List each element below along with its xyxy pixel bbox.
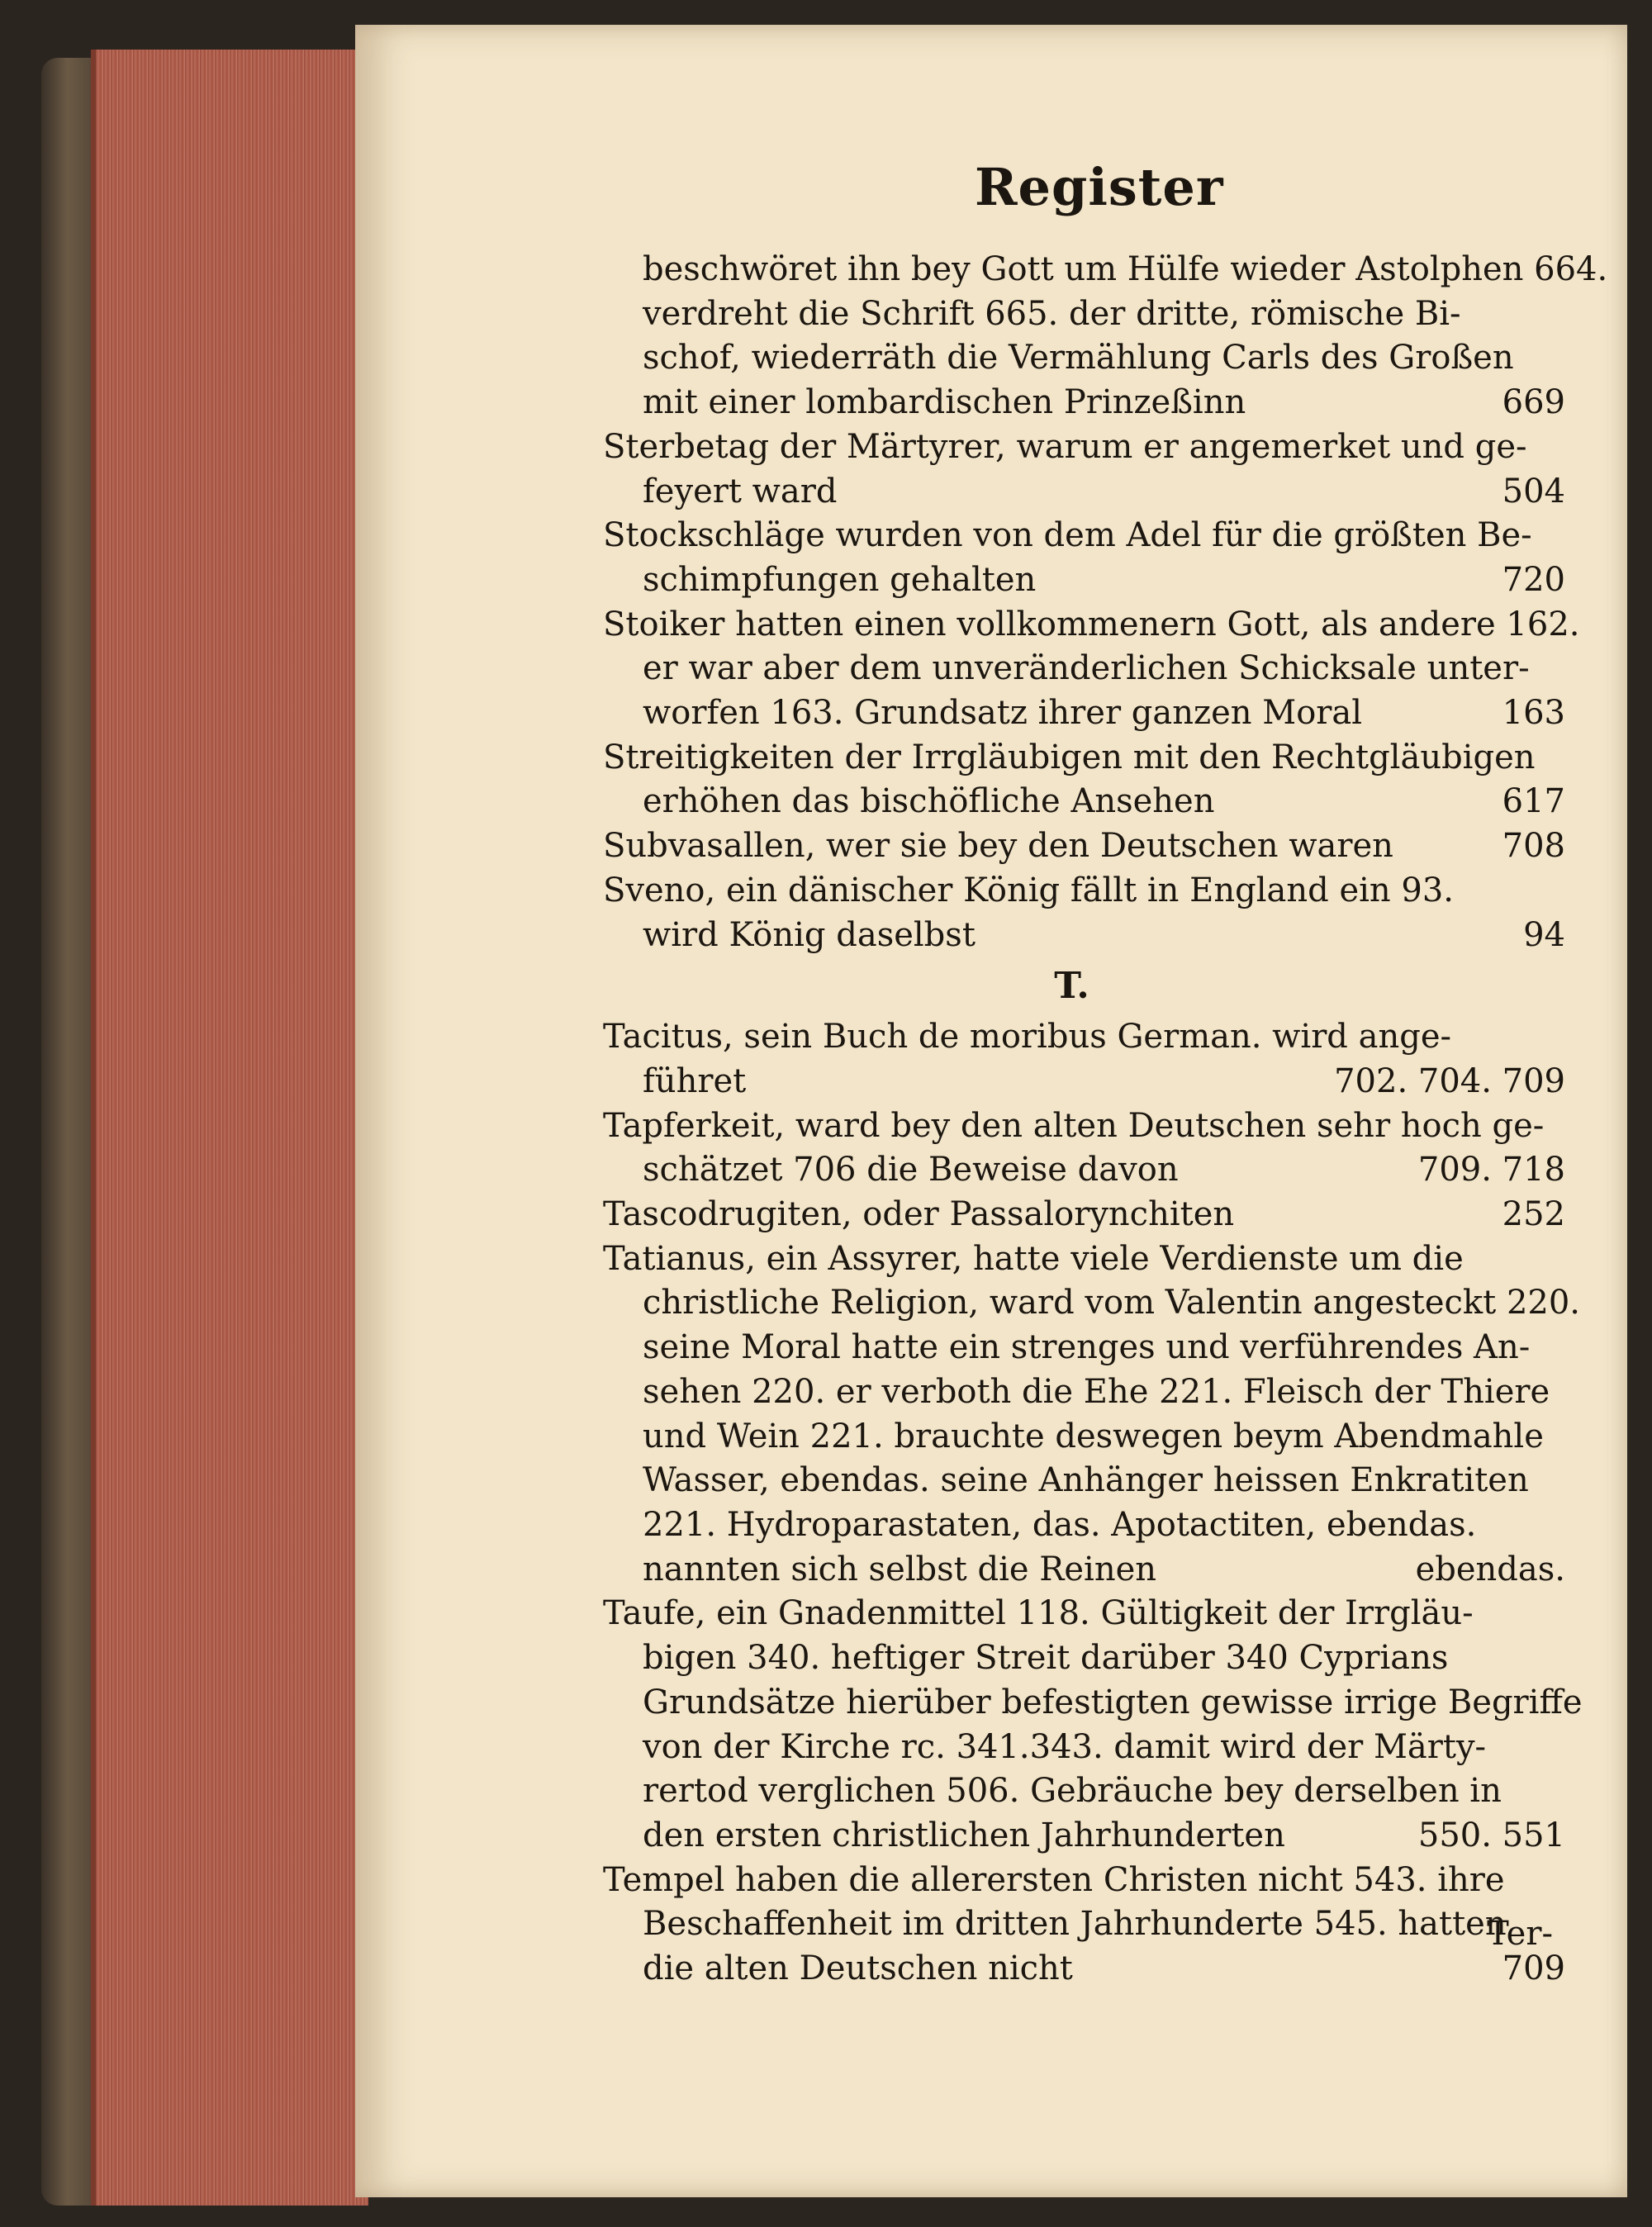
index-entry	[603, 869, 1565, 957]
entry-text: Tacitus, sein Buch de moribus German. wird ange-	[603, 1018, 1452, 1057]
entry-text: den ersten christlichen Jahrhunderten	[643, 1816, 1285, 1854]
entry-line	[603, 336, 1565, 381]
entry-text: verdreht die Schrift 665. der dritte, römische Bi-	[643, 294, 1461, 333]
page-ref: 617	[1502, 782, 1565, 821]
entry-line	[603, 1060, 1565, 1104]
page-ref: 669	[1502, 383, 1565, 422]
entry-text: bigen 340. heftiger Streit darüber 340 Cyprians	[643, 1639, 1449, 1678]
entry-text: rertod verglichen 506. Gebräuche bey derselben in	[643, 1772, 1502, 1811]
index-entry	[603, 425, 1565, 514]
entry-line	[603, 603, 1580, 648]
entry-line	[603, 914, 1565, 958]
entry-text: Tascodrugiten, oder Passalorynchiten	[603, 1195, 1235, 1234]
running-header: Register	[975, 157, 1224, 217]
entry-text: feyert ward	[643, 472, 838, 510]
entry-text: Beschaffenheit im dritten Jahrhunderte 545. hatten	[643, 1905, 1507, 1944]
entry-text: 221. Hydroparastaten, das. Apotactiten, ebendas.	[643, 1505, 1477, 1544]
entry-line	[603, 1326, 1565, 1370]
page-ref: 709. 718	[1417, 1151, 1565, 1189]
entry-line	[603, 691, 1565, 736]
entry-line	[603, 248, 1608, 292]
entries-s	[603, 248, 1608, 957]
entry-line	[603, 1193, 1565, 1237]
entry-line	[603, 1503, 1565, 1548]
page-ref: 709	[1502, 1949, 1565, 1988]
entry-line	[603, 647, 1565, 691]
entry-line	[603, 1592, 1565, 1636]
entry-line	[603, 1814, 1565, 1859]
entry-text: er war aber dem unveränderlichen Schicksale unter-	[643, 649, 1530, 688]
entry-text: schimpfungen gehalten	[643, 560, 1037, 599]
entry-line	[603, 1459, 1565, 1503]
entry-line	[603, 780, 1565, 824]
entry-text: Wasser, ebendas. seine Anhänger heissen Enkratiten	[643, 1461, 1529, 1500]
index-entry	[603, 1015, 1565, 1104]
entry-text: mit einer lombardischen Prinzeßinn	[643, 383, 1246, 422]
page-ref: 504	[1502, 472, 1565, 510]
entry-text: nannten sich selbst die Reinen	[643, 1550, 1157, 1588]
entry-line	[603, 824, 1565, 869]
page-ref: ebendas.	[1415, 1550, 1565, 1588]
page-edges	[91, 50, 368, 2206]
page-ref: 720	[1502, 560, 1565, 599]
entry-text: von der Kirche rc. 341.343. damit wird der Märty-	[643, 1727, 1487, 1766]
entry-line	[603, 558, 1565, 603]
register-index	[603, 248, 1608, 1992]
index-entry	[603, 736, 1565, 824]
index-entry	[603, 514, 1565, 602]
page-ref: 163	[1502, 694, 1565, 733]
entry-line	[603, 1726, 1565, 1770]
entry-text: Taufe, ein Gnadenmittel 118. Gültigkeit der Irrgläu-	[603, 1594, 1474, 1633]
entry-text: schätzet 706 die Beweise davon	[643, 1151, 1179, 1189]
entry-text: Tempel haben die allerersten Christen nicht 543. ihre	[603, 1860, 1505, 1899]
entry-text: beschwöret ihn bey Gott um Hülfe wieder Astolphen 664.	[643, 250, 1608, 288]
page-ref: 94	[1523, 915, 1565, 954]
entry-line	[603, 514, 1565, 558]
entry-line	[603, 869, 1565, 914]
entry-text: worfen 163. Grundsatz ihrer ganzen Moral	[643, 694, 1363, 733]
entry-text: Streitigkeiten der Irrgläubigen mit den Rechtgläubigen	[603, 738, 1536, 776]
entry-line	[603, 1636, 1565, 1681]
entry-text: erhöhen das bischöfliche Ansehen	[643, 782, 1215, 821]
entry-text: und Wein 221. brauchte deswegen beym Abendmahle	[643, 1417, 1544, 1455]
index-entry	[603, 1193, 1565, 1237]
entry-text: seine Moral hatte ein strenges und verführendes An-	[643, 1328, 1531, 1367]
index-entry	[603, 1104, 1565, 1193]
entry-text: sehen 220. er verboth die Ehe 221. Fleisch der Thiere	[643, 1372, 1550, 1411]
index-entry	[603, 1237, 1580, 1593]
entry-text: Subvasallen, wer sie bey den Deutschen waren	[603, 827, 1393, 866]
entry-text: Sterbetag der Märtyrer, warum er angemerket und ge-	[603, 427, 1527, 466]
entry-line	[603, 1947, 1565, 1992]
entry-text: christliche Religion, ward vom Valentin angesteckt 220.	[643, 1284, 1580, 1322]
entry-text: wird König daselbst	[643, 915, 976, 954]
page-ref: 702. 704. 709	[1334, 1061, 1565, 1100]
entry-line	[603, 292, 1565, 337]
entry-text: Grundsätze hierüber befestigten gewisse irrige Begriffe	[643, 1683, 1583, 1721]
entry-text: Tatianus, ein Assyrer, hatte viele Verdienste um die	[603, 1239, 1464, 1278]
entry-text: Stockschläge wurden von dem Adel für die größten Be-	[603, 516, 1532, 555]
entry-line	[603, 1769, 1565, 1814]
entry-line	[603, 381, 1565, 425]
entry-line	[603, 470, 1565, 515]
entry-text: führet	[643, 1061, 747, 1100]
entry-line	[603, 736, 1565, 781]
index-entry	[603, 603, 1580, 736]
entry-line	[603, 1281, 1580, 1326]
entry-line	[603, 1015, 1565, 1060]
page-ref: 708	[1502, 827, 1565, 866]
catchword: Ter-	[1487, 1915, 1553, 1953]
entry-text: Sveno, ein dänischer König fällt in England ein 93.	[603, 871, 1454, 909]
entry-line	[603, 1548, 1565, 1593]
entry-line	[603, 1859, 1565, 1903]
entry-line	[603, 425, 1565, 470]
index-entry	[603, 824, 1565, 869]
entry-line	[603, 1902, 1565, 1947]
entry-line	[603, 1148, 1565, 1193]
entries-t	[603, 1015, 1583, 1991]
entry-text: die alten Deutschen nicht	[643, 1949, 1073, 1988]
entry-line	[603, 1370, 1565, 1415]
index-entry	[603, 248, 1608, 425]
page-ref: 550. 551	[1417, 1816, 1565, 1854]
entry-line	[603, 1681, 1583, 1726]
index-entry	[603, 1592, 1583, 1858]
entry-line	[603, 1237, 1565, 1282]
page-ref: 252	[1502, 1195, 1565, 1234]
section-letter: T.	[1054, 965, 1089, 1008]
entry-line	[603, 1104, 1565, 1149]
entry-text: Tapferkeit, ward bey den alten Deutschen sehr hoch ge-	[603, 1106, 1545, 1145]
index-entry	[603, 1859, 1565, 1992]
entry-text: schof, wiederräth die Vermählung Carls des Großen	[643, 339, 1514, 377]
entry-text: Stoiker hatten einen vollkommenern Gott, als andere 162.	[603, 605, 1580, 643]
entry-line	[603, 1415, 1565, 1460]
